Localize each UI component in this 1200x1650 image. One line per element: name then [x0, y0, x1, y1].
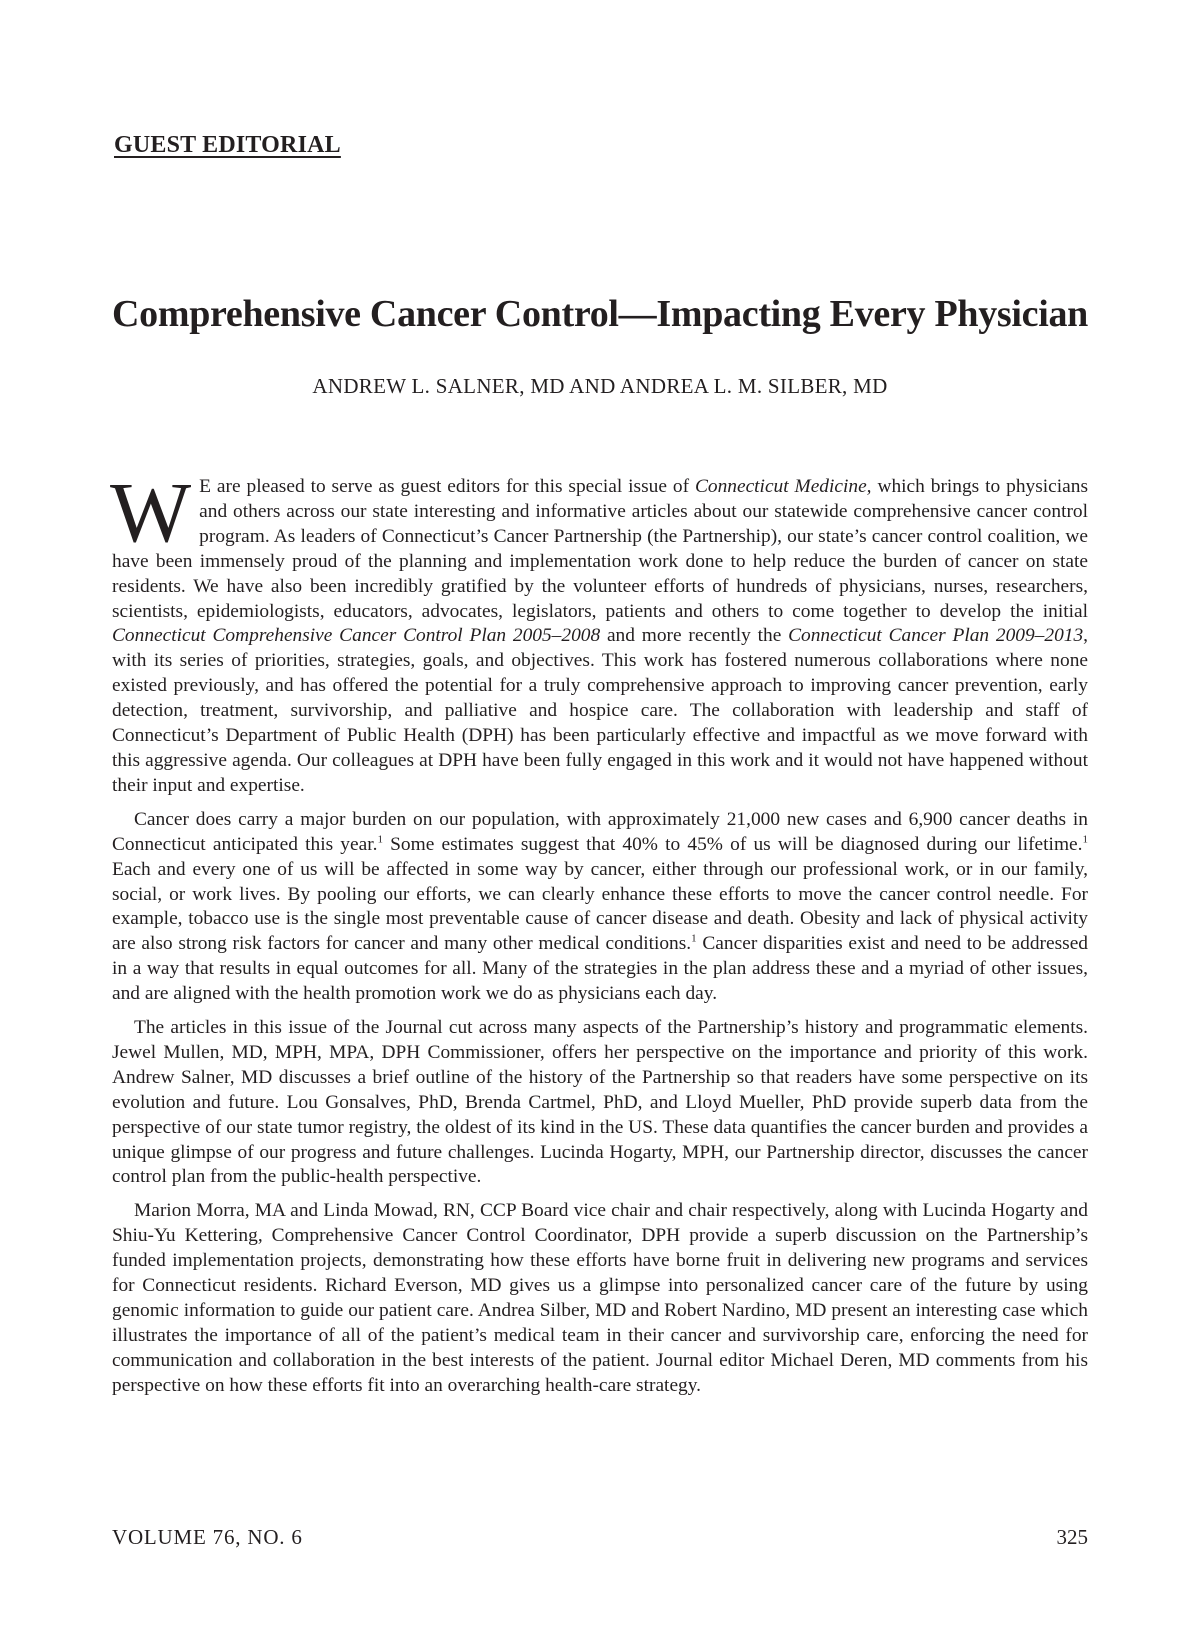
article-title: Comprehensive Cancer Control—Impacting Every Physician [112, 293, 1088, 335]
paragraph-2 [112, 808, 1088, 1007]
paragraph-2-text-1: Cancer does carry a major burden on our population, with approximately 21,000 new cases and 6,900 cancer deaths in Connecticut anticipated this year. [112, 808, 1088, 855]
paragraph-1-text-4: , with its series of priorities, strategies, goals, and objectives. This work has fostered numerous collaborations where none existed previously, and has offered the potential for a truly comprehensive approach to improving cancer prevention, early detection, treatment, survivorship, and palliative and hospice care. The collaboration with leadership and staff of Connecticut’s Department of Public Health (DPH) has been particularly effective and impactful as we move forward with this aggressive agenda. Our colleagues at DPH have been fully engaged in this work and it would not have happened without their input and expertise. [112, 625, 1089, 796]
paragraph-2-text-3: Each and every one of us will be affected in some way by cancer, either through our professional work, or in our family, social, or work lives. By pooling our efforts, we can clearly enhance these efforts to move the cancer control needle. For example, tobacco use is the single most preventable cause of cancer disease and death. Obesity and lack of physical activity are also strong risk factors for cancer and many other medical conditions. [112, 858, 1088, 955]
volume-info: VOLUME 76, NO. 6 [112, 1525, 303, 1549]
reference-marker: 1 [691, 932, 697, 945]
reference-marker: 1 [1082, 833, 1088, 846]
paragraph-2-text-4: Cancer disparities exist and need to be addressed in a way that results in equal outcomes for all. Many of the strategies in the plan address these and a myriad of other issues, and are aligned with the health promotion work we do as physicians each day. [112, 933, 1089, 1005]
journal-name: Connecticut Medicine, [694, 476, 872, 497]
plan-title-2009: Connecticut Cancer Plan 2009–2013 [788, 625, 1084, 647]
reference-marker: 1 [377, 833, 383, 846]
paragraph-1-text-2: which brings to physicians and others across our state interesting and informative articles about our statewide comprehensive cancer control program. As leaders of Connecticut’s Cancer Partnership (the Partnership), our state’s cancer control coalition, we have been immensely proud of the planning and implementation work done to help reduce the burden of cancer on state residents. We have also been incredibly gratified by the volunteer efforts of hundreds of physicians, nurses, researchers, scientists, epidemiologists, educators, advocates, legislators, patients and others to come together to develop the initial [112, 476, 1088, 622]
plan-title-2005: Connecticut Comprehensive Cancer Control Plan 2005–2008 [112, 625, 601, 647]
page-number: 325 [1056, 1525, 1088, 1549]
article-body [110, 464, 1089, 1408]
paragraph-3: The articles in this issue of the Journal cut across many aspects of the Partnership’s history and programmatic elements. Jewel Mullen, MD, MPH, MPA, DPH Commissioner, offers her perspective on the importance and priority of this work. Andrew Salner, MD discusses a brief outline of the history of the Partnership so that readers have some perspective on its evolution and future. Lou Gonsalves, PhD, Brenda Cartmel, PhD, and Lloyd Mueller, PhD provide superb data from the perspective of our state tumor registry, the oldest of its kind in the US. These data quantifies the cancer burden and provides a unique glimpse of our progress and future challenges. Lucinda Hogarty, MPH, our Partnership director, discusses the cancer control plan from the public-health perspective. [112, 1017, 1088, 1188]
section-label: GUEST EDITORIAL [114, 132, 341, 158]
paragraph-1-text-1: E are pleased to serve as guest editors for this special issue of [199, 476, 695, 497]
paragraph-4: Marion Morra, MA and Linda Mowad, RN, CCP Board vice chair and chair respectively, along with Lucinda Hogarty and Shiu-Yu Kettering, Comprehensive Cancer Control Coordinator, DPH provide a superb discussion on the Partnership’s funded implementation projects, demonstrating how these efforts have borne fruit in delivering new programs and services for Connecticut residents. Richard Everson, MD gives us a glimpse into personalized cancer care of the future by using genomic information to guide our patient care. Andrea Silber, MD and Robert Nardino, MD present an interesting case which illustrates the importance of all of the patient’s medical team in their cancer and survivorship care, enforcing the need for communication and collaboration in the best interests of the patient. Journal editor Michael Deren, MD comments from his perspective on how these efforts fit into an overarching health-care strategy. [112, 1200, 1088, 1396]
drop-cap: W [110, 464, 192, 560]
paragraph-1-text-3: and more recently the [600, 625, 789, 647]
paragraph-2-text-2: Some estimates suggest that 40% to 45% of us will be diagnosed during our lifetime. [382, 833, 1083, 855]
paragraph-1 [110, 464, 1089, 799]
article-authors: ANDREW L. SALNER, MD AND ANDREA L. M. SILBER, MD [312, 374, 888, 398]
